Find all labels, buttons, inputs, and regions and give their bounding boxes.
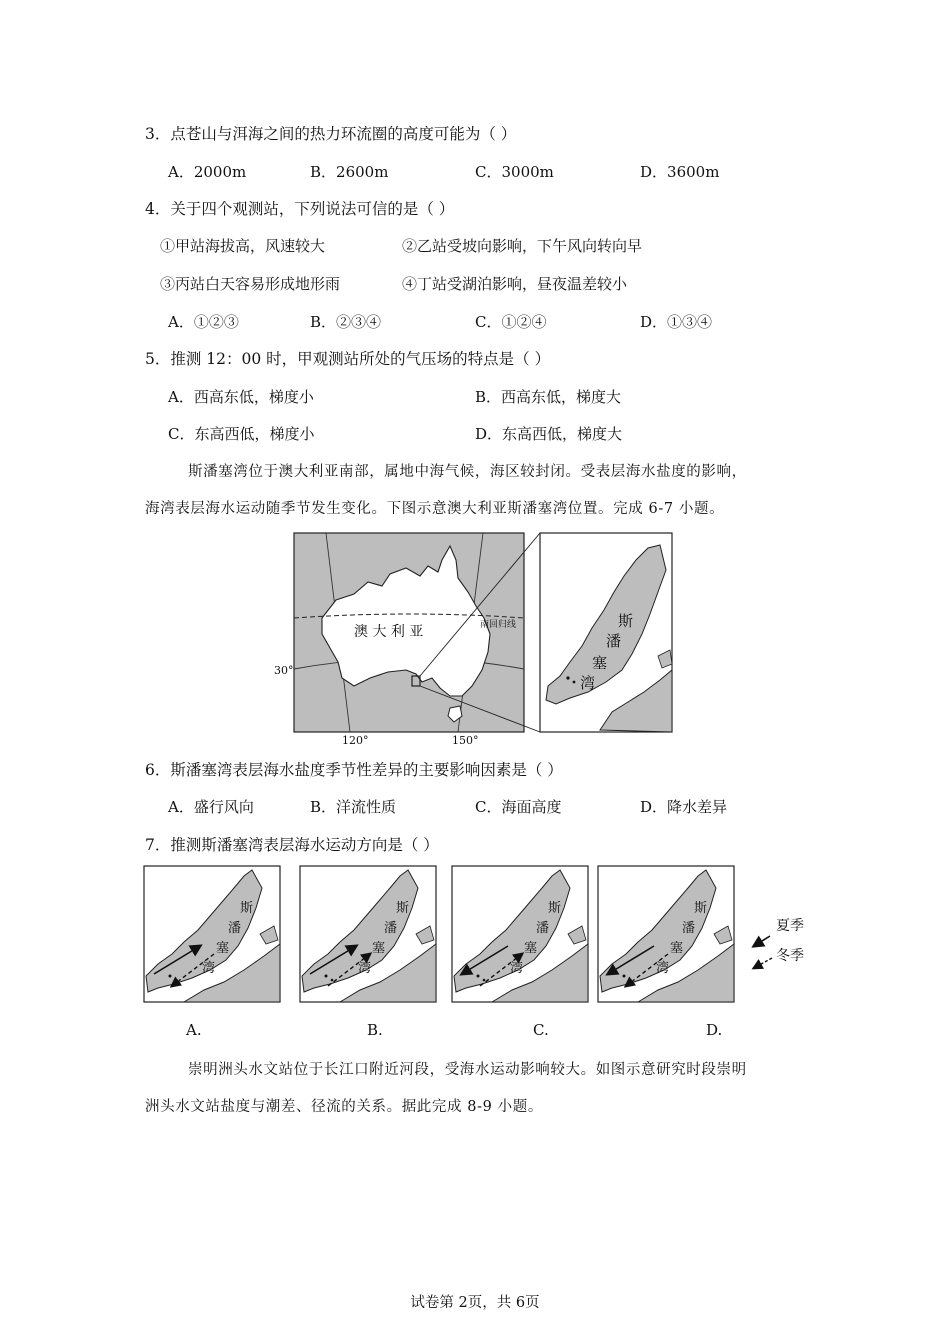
q4-statement-4: ④丁站受湖泊影响，昼夜温差较小 xyxy=(402,275,628,293)
inset-char-wan: 湾 xyxy=(580,674,596,692)
q7-figure-c xyxy=(452,866,588,1002)
legend-summer-label: 夏季 xyxy=(776,918,804,934)
q6-option-d[interactable]: D．降水差异 xyxy=(640,798,728,816)
q3-option-d[interactable]: D．3600m xyxy=(640,163,720,181)
fig-a-char-wan: 湾 xyxy=(202,961,216,976)
legend-winter-label: 冬季 xyxy=(776,948,804,964)
question-3-stem: 3．点苍山与洱海之间的热力环流圈的高度可能为（ ） xyxy=(145,125,517,143)
fig-d-char-pan: 潘 xyxy=(682,921,696,936)
q4-statement-2: ②乙站受坡向影响，下午风向转向早 xyxy=(402,237,643,255)
lon-120-label: 120° xyxy=(342,734,369,747)
fig-b-char-wan: 湾 xyxy=(358,961,372,976)
question-6-stem: 6．斯潘塞湾表层海水盐度季节性差异的主要影响因素是（ ） xyxy=(145,761,563,779)
q3-option-a[interactable]: A．2000m xyxy=(168,163,247,181)
q4-option-a[interactable]: A．①②③ xyxy=(168,313,239,331)
fig-b-char-pan: 潘 xyxy=(384,921,398,936)
q4-option-b[interactable]: B．②③④ xyxy=(310,313,382,331)
q7-option-c[interactable]: C. xyxy=(533,1021,549,1039)
question-5-stem: 5．推测 12：00 时，甲观测站所处的气压场的特点是（ ） xyxy=(145,350,551,368)
question-4-stem: 4．关于四个观测站，下列说法可信的是（ ） xyxy=(145,200,455,218)
q7-legend xyxy=(754,918,804,968)
island-dot-1 xyxy=(566,676,569,679)
q7-figure-b xyxy=(300,866,436,1002)
australia-location-map xyxy=(270,530,680,750)
q5-option-a[interactable]: A．西高东低，梯度小 xyxy=(168,388,314,406)
q4-option-d[interactable]: D．①③④ xyxy=(640,313,713,331)
fig-a-char-pan: 潘 xyxy=(228,921,242,936)
q6-option-b[interactable]: B．洋流性质 xyxy=(310,798,397,816)
legend-summer-arrow xyxy=(754,936,770,946)
q6-option-c[interactable]: C．海面高度 xyxy=(475,798,562,816)
page-footer: 试卷第 2页，共 6页 xyxy=(410,1295,540,1311)
intro-6-7-line2: 海湾表层海水运动随季节发生变化。下图示意澳大利亚斯潘塞湾位置。完成 6-7 小题。 xyxy=(145,501,725,517)
q5-option-b[interactable]: B．西高东低，梯度大 xyxy=(475,388,622,406)
fig-c-char-wan: 湾 xyxy=(510,961,524,976)
lon-150-label: 150° xyxy=(452,734,479,747)
intro-6-7-line1: 斯潘塞湾位于澳大利亚南部，属地中海气候，海区较封闭。受表层海水盐度的影响， xyxy=(188,464,747,480)
q7-option-figures xyxy=(140,862,820,1010)
fig-b-char-sai: 塞 xyxy=(372,941,386,956)
q6-option-a[interactable]: A．盛行风向 xyxy=(168,798,254,816)
q7-figure-a xyxy=(144,866,280,1002)
q5-option-d[interactable]: D．东高西低，梯度大 xyxy=(475,425,623,443)
lat-30-label: 30° xyxy=(274,664,294,677)
fig-b-char-si: 斯 xyxy=(396,901,410,916)
legend-winter-arrow xyxy=(754,958,772,968)
q3-option-c[interactable]: C．3000m xyxy=(475,163,554,181)
q4-statement-3: ③丙站白天容易形成地形雨 xyxy=(160,275,341,293)
q4-option-c[interactable]: C．①②④ xyxy=(475,313,547,331)
fig-c-char-pan: 潘 xyxy=(536,921,550,936)
fig-d-char-sai: 塞 xyxy=(670,941,684,956)
q7-option-b[interactable]: B. xyxy=(367,1021,383,1039)
inset-char-si: 斯 xyxy=(618,612,634,630)
intro-8-9-line1: 崇明洲头水文站位于长江口附近河段，受海水运动影响较大。如图示意研究时段崇明 xyxy=(188,1062,747,1078)
tropic-label: 南回归线 xyxy=(480,620,517,630)
island-dot-2 xyxy=(573,681,576,684)
fig-c-char-sai: 塞 xyxy=(524,941,538,956)
fig-d-char-si: 斯 xyxy=(694,901,708,916)
q7-figure-d xyxy=(598,866,734,1002)
q7-option-a[interactable]: A. xyxy=(186,1021,202,1039)
fig-a-char-si: 斯 xyxy=(240,901,254,916)
country-label: 澳 大 利 亚 xyxy=(354,624,424,640)
inset-char-sai: 塞 xyxy=(592,654,608,672)
intro-8-9-line2: 洲头水文站盐度与潮差、径流的关系。据此完成 8-9 小题。 xyxy=(145,1099,543,1115)
fig-d-char-wan: 湾 xyxy=(656,961,670,976)
fig-a-char-sai: 塞 xyxy=(216,941,230,956)
question-7-stem: 7．推测斯潘塞湾表层海水运动方向是（ ） xyxy=(145,836,439,854)
q7-option-d[interactable]: D. xyxy=(706,1021,723,1039)
q3-option-b[interactable]: B．2600m xyxy=(310,163,389,181)
inset-char-pan: 潘 xyxy=(606,632,622,650)
fig-c-char-si: 斯 xyxy=(548,901,562,916)
q4-statement-1: ①甲站海拔高，风速较大 xyxy=(160,237,326,255)
q5-option-c[interactable]: C．东高西低，梯度小 xyxy=(168,425,315,443)
